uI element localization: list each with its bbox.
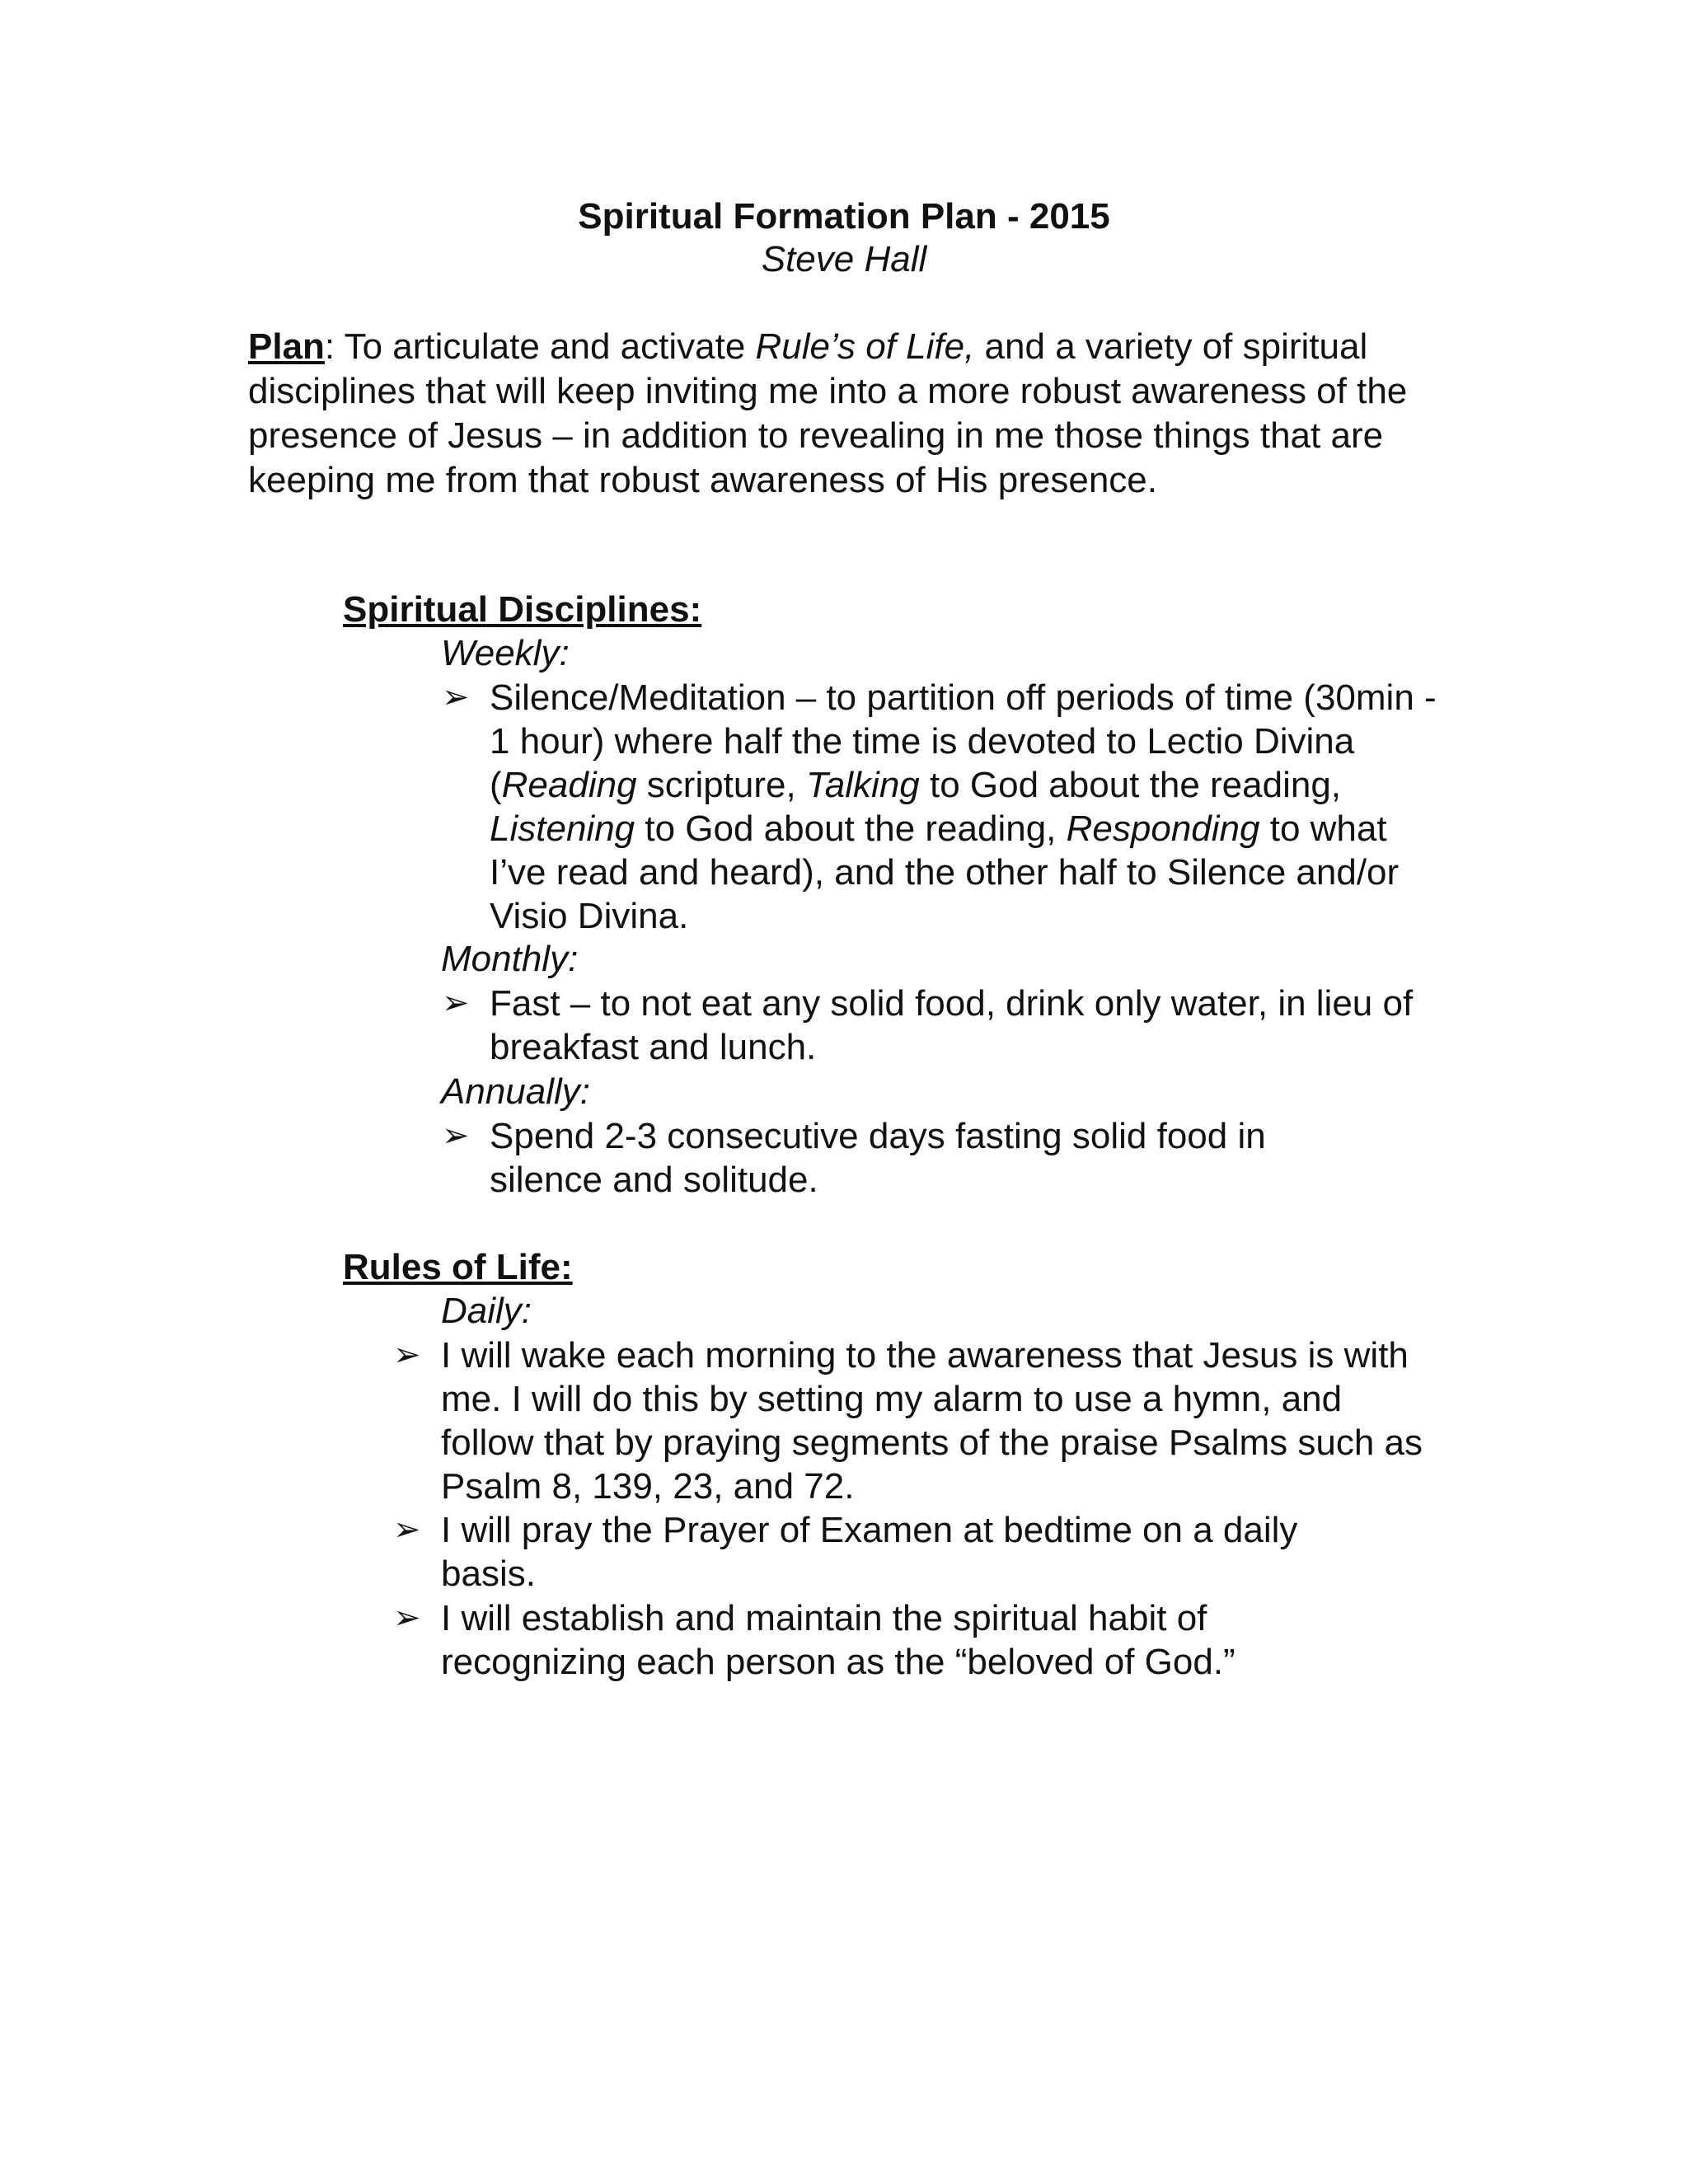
plan-text-2: and a variety of spiritual disciplines that will keep inviting me into a more robust awareness of the presence of Jesus – in addition to revealing in me those things that are keeping me from that robust awareness of His presence. (248, 326, 1408, 500)
annually-label: Annually: (441, 1071, 591, 1112)
daily-label: Daily: (441, 1291, 532, 1331)
plan-text-italic: Rule’s of Life, (755, 326, 975, 367)
daily-bullet-3-text: I will establish and maintain the spiritual habit of recognizing each person as the “beloved of God.” (441, 1598, 1236, 1682)
document-title: Spiritual Formation Plan - 2015 (578, 196, 1110, 237)
monthly-bullet-text: Fast – to not eat any solid food, drink only water, in lieu of breakfast and lunch. (490, 983, 1414, 1067)
monthly-bullet (442, 982, 1439, 1069)
arrow-bullet-icon: ➢ (393, 1600, 421, 1636)
weekly-label: Weekly: (441, 633, 570, 673)
weekly-text-part3: to God about the reading, (919, 765, 1342, 805)
rules-heading: Rules of Life: (343, 1247, 573, 1287)
plan-label: Plan (248, 326, 325, 367)
plan-colon: : (324, 326, 345, 367)
plan-paragraph (248, 325, 1451, 503)
daily-bullet-1 (393, 1333, 1432, 1508)
daily-bullet-2-text: I will pray the Prayer of Examen at bedtime on a daily basis. (441, 1510, 1298, 1594)
annually-bullet (442, 1114, 1381, 1202)
weekly-text-part2: scripture, (636, 765, 806, 805)
arrow-bullet-icon: ➢ (442, 679, 470, 715)
arrow-bullet-icon: ➢ (442, 985, 470, 1021)
annually-bullet-text: Spend 2-3 consecutive days fasting solid food in silence and solitude. (490, 1116, 1266, 1200)
weekly-text-part1: Silence/Meditation – to partition off periods of time (30min - 1 hour) where half the time is devoted to Lectio Divina ( (490, 677, 1437, 805)
monthly-label: Monthly: (441, 939, 579, 979)
arrow-bullet-icon: ➢ (393, 1511, 421, 1548)
plan-text-1: To articulate and activate (344, 326, 756, 367)
weekly-text-responding: Responding (1066, 808, 1260, 849)
arrow-bullet-icon: ➢ (442, 1118, 470, 1154)
weekly-text-reading: Reading (501, 765, 637, 805)
weekly-text-part4: to God about the reading, (635, 808, 1067, 849)
document-author: Steve Hall (761, 239, 927, 279)
weekly-text-talking: Talking (805, 765, 920, 805)
daily-bullet-2 (393, 1508, 1382, 1596)
weekly-bullet (442, 676, 1439, 938)
daily-bullet-1-text: I will wake each morning to the awareness that Jesus is with me. I will do this by setting my alarm to use a hymn, and follow that by praying segments of the praise Psalms such as Psalm 8, 139, 23, and 72. (441, 1335, 1423, 1507)
weekly-text-listening: Listening (490, 808, 635, 849)
disciplines-heading: Spiritual Disciplines: (343, 589, 702, 630)
weekly-text-part5: to what I’ve read and heard), and the other half to Silence and/or Visio Divina. (490, 808, 1400, 936)
daily-bullet-3 (393, 1596, 1382, 1684)
weekly-bullet-text (442, 676, 1439, 938)
arrow-bullet-icon: ➢ (393, 1337, 421, 1373)
